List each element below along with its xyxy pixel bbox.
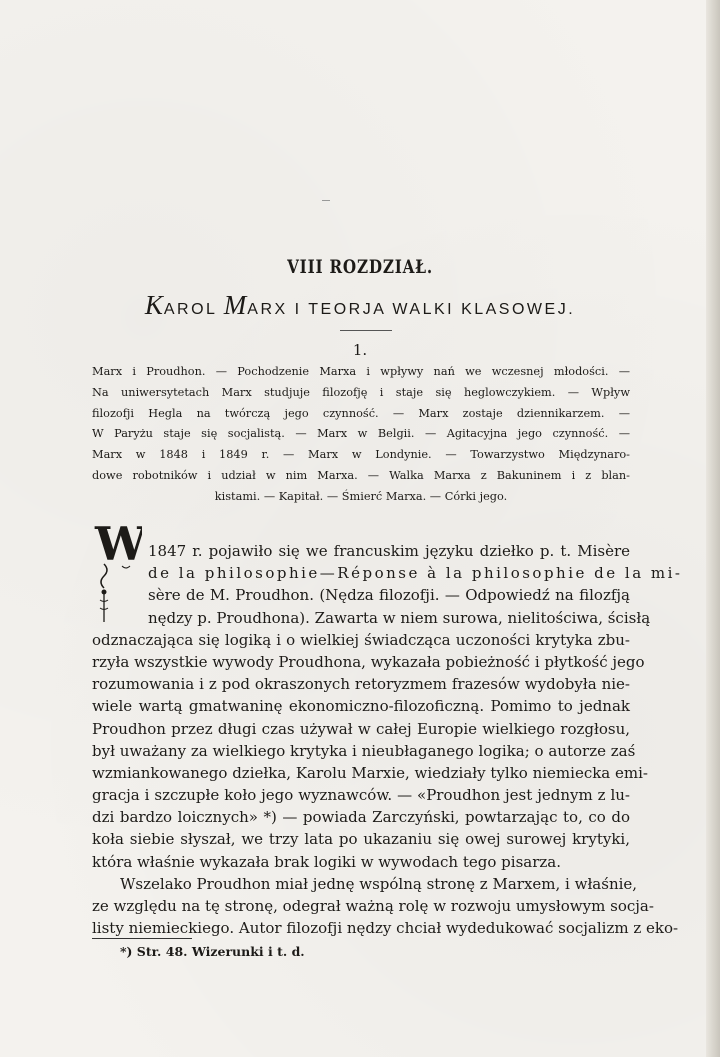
printing-mark [322, 200, 330, 201]
body-line: był uważany za wielkiego krytyka i nieubłaganego logika; o autorze zaś [92, 741, 636, 760]
summary-line: Marx i Proudhon. — Pochodzenie Marxa i wpływy nań we wczesnej młodości. — [92, 365, 630, 378]
footnote-rule [92, 938, 192, 939]
summary-line: Na uniwersytetach Marx studjuje filozofję i staje się heglowczykiem. — Wpływ [92, 385, 630, 399]
chapter-summary [92, 362, 630, 508]
body-line: odznaczająca się logiką i o wielkiej świadcząca uczoności krytyka zbu- [92, 630, 630, 649]
title-part-2: ARX I TEORJA WALKI KLASOWEJ. [247, 301, 576, 318]
body-line: wzmiankowanego dziełka, Karolu Marxie, wiedziały tylko niemiecka emi- [92, 763, 648, 782]
body-line: dzi bardzo loicznych» *) — powiada Zarczyński, powtarzając to, co do [92, 808, 630, 827]
page-edge [706, 0, 720, 1057]
dropcap-letter: W [95, 520, 142, 571]
title-rule [340, 330, 392, 331]
body-line: ze względu na tę stronę, odegrał ważną rolę w rozwoju umysłowym socja- [92, 897, 654, 915]
body-line: sère de M. Proudhon. (Nędza filozofji. — Odpowiedź na filozfją [148, 586, 630, 605]
summary-line: dowe robotników i udział w nim Marxa. — Walka Marxa z Bakuninem i z blan- [92, 468, 630, 482]
body-line: de la philosophie—Réponse à la philosophie de la mi- [148, 564, 683, 583]
summary-line: Marx w 1848 i 1849 r. — Marx w Londynie. — Towarzystwo Międzynaro- [92, 448, 630, 462]
chapter-title [0, 290, 720, 321]
body-line: wiele wartą gmatwaninę ekonomiczno-filozoficzną. Pomimo to jednak [92, 697, 630, 716]
body-line: Proudhon przez długi czas używał w całej Europie wielkiego rozgłosu, [92, 719, 630, 738]
body-line: rozumowania i z pod okraszonych retoryzmem frazesów wydobyła nie- [92, 675, 630, 694]
section-number: 1. [352, 341, 368, 359]
title-capital-k: K [144, 290, 164, 320]
body-line: Wszelako Proudhon miał jednę wspólną stronę z Marxem, i właśnie, [120, 874, 638, 893]
title-capital-m: M [223, 290, 248, 320]
summary-line: kistami. — Kapitał. — Śmierć Marxa. — Córki jego. [214, 489, 508, 503]
title-part-1: AROL [163, 301, 224, 318]
footnote: *) Str. 48. Wizerunki i t. d. [120, 944, 305, 959]
chapter-heading: VIII ROZDZIAŁ. [287, 256, 433, 278]
body-text [92, 540, 683, 939]
body-line: listy niemieckiego. Autor filozofji nędzy chciał wydedukować socjalizm z eko- [92, 919, 679, 938]
body-line: 1847 r. pojawiło się we francuskim języku dziełko p. t. Misère [148, 542, 630, 560]
body-line: koła siebie słyszał, we trzy lata po ukazaniu się owej surowej krytyki, [92, 830, 630, 849]
summary-line: W Paryżu staje się socjalistą. — Marx w Belgii. — Agitacyjna jego czynność. — [92, 427, 630, 441]
body-line: rzyła wszystkie wywody Proudhona, wykazała pobieżność i płytkość jego [92, 652, 645, 671]
summary-line: filozofji Hegla na twórczą jego czynność. — Marx zostaje dziennikarzem. — [92, 406, 630, 420]
body-line: gracja i szczupłe koło jego wyznawców. — «Proudhon jest jednym z lu- [92, 786, 630, 805]
body-line: nędzy p. Proudhona). Zawarta w niem surowa, nielitościwa, ścisłą [148, 608, 651, 627]
body-line: która właśnie wykazała brak logiki w wywodach tego pisarza. [92, 852, 561, 871]
